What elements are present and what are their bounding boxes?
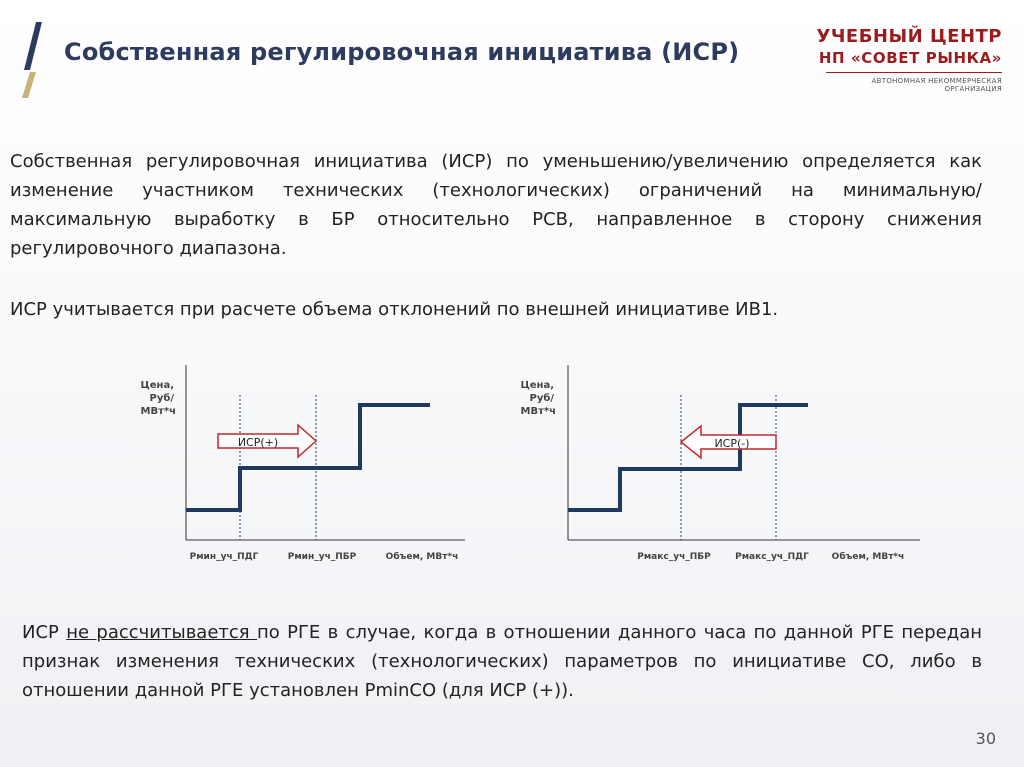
x-tick-label-1: Pмин_уч_ПДГ	[189, 552, 259, 562]
arrow-label: ИСР(+)	[237, 436, 279, 449]
y-axis-label-2: Руб/	[529, 393, 554, 404]
x-tick-label-1: Pмакс_уч_ПБР	[637, 552, 711, 562]
usage-paragraph: ИСР учитывается при расчете объема отклонений по внешней инициативе ИВ1.	[10, 299, 779, 320]
x-tick-label-2: Pмин_уч_ПБР	[287, 552, 357, 562]
x-axis-label: Объем, МВт*ч	[831, 552, 905, 562]
arrow-label: ИСР(-)	[714, 437, 750, 450]
definition-paragraph: Собственная регулировочная инициатива (ИСР) по уменьшению/увеличению определяется как изменение участником технических (технологических) ограничений на минимальную/максимальную выработку в БР относительно РСВ, направленное в сторону снижения регулировочного диапазона.	[10, 151, 982, 259]
exception-underlined-text: не рассчитывается	[66, 622, 257, 643]
x-tick-label-2: Pмакс_уч_ПДГ	[735, 552, 809, 562]
exception-paragraph	[22, 618, 982, 705]
y-axis-label-3: МВт*ч	[140, 406, 176, 417]
y-axis-label-2: Руб/	[149, 393, 174, 404]
organization-logo	[812, 26, 1002, 93]
price-step-line	[568, 405, 808, 510]
exception-text-start: ИСР	[22, 622, 67, 643]
y-axis-label-1: Цена,	[140, 380, 174, 391]
logo-divider	[826, 72, 1002, 73]
logo-line-3: АВТОНОМНАЯ НЕКОММЕРЧЕСКАЯ ОРГАНИЗАЦИЯ	[871, 77, 1002, 93]
diagram-isr-minus	[510, 355, 930, 575]
exception-text-end: по РГЕ в случае, когда в отношении данного часа по данной РГЕ передан признак изменения технических (технологических) параметров по инициативе СО, либо в отношении данной РГЕ установлен PminCO (для ИСР (+)).	[22, 622, 982, 701]
title-accent-bars	[22, 22, 46, 98]
page-title: Собственная регулировочная инициатива (ИСР)	[64, 38, 740, 66]
logo-line-1: УЧЕБНЫЙ ЦЕНТР	[816, 26, 1002, 47]
price-step-line	[186, 405, 430, 510]
y-axis-label-3: МВт*ч	[520, 406, 556, 417]
diagram-isr-plus	[130, 355, 475, 575]
y-axis-label-1: Цена,	[520, 380, 554, 391]
logo-line-2: НП «СОВЕТ РЫНКА»	[818, 49, 1002, 67]
x-axis-label: Объем, МВт*ч	[385, 552, 459, 562]
page-number: 30	[975, 729, 996, 748]
